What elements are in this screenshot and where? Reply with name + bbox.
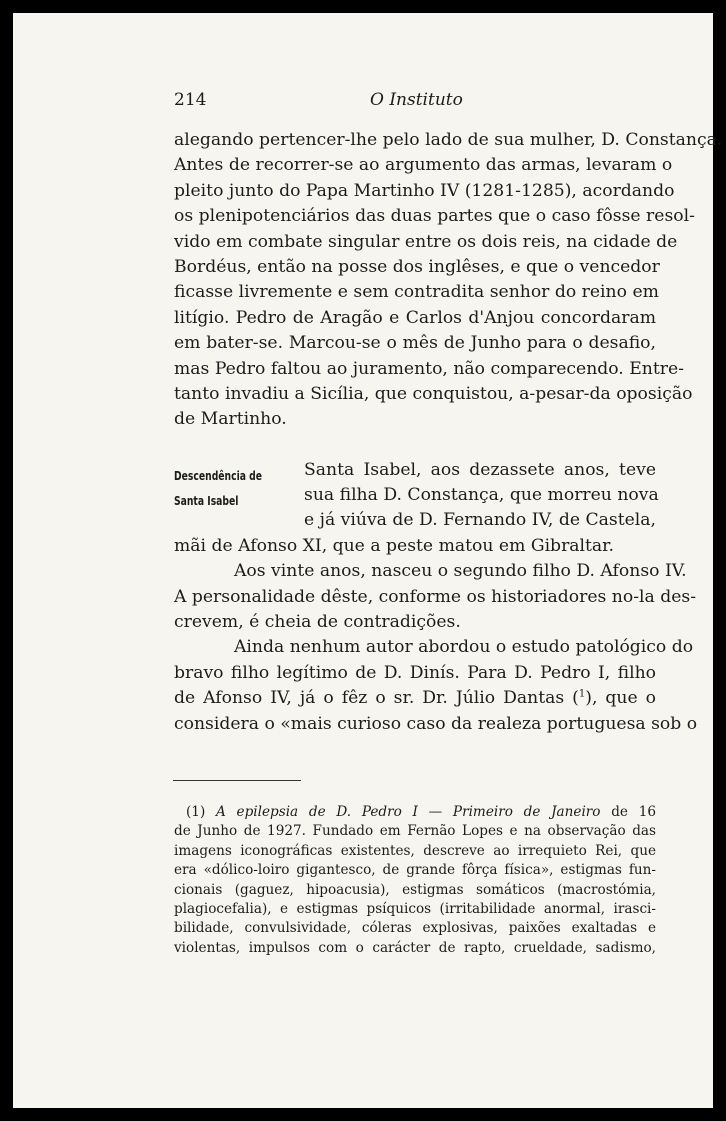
text-line: Aos vinte anos, nasceu o segundo filho D. Afonso IV.	[234, 561, 687, 582]
text-fragment: de 16	[611, 804, 656, 820]
margin-note	[174, 463, 277, 514]
main-text	[174, 128, 723, 737]
text-line: Antes de recorrer-se ao argumento das armas, levaram o	[174, 155, 673, 176]
text-line: e já viúva de D. Fernando IV, de Castela,	[304, 510, 656, 531]
footnote-line: era «dólico-loiro gigantesco, de grande fôrça física», estigmas fun-	[174, 862, 656, 879]
text-line	[174, 686, 656, 711]
text-fragment: ), que o	[585, 688, 657, 709]
text-line: Santa Isabel, aos dezassete anos, teve	[304, 459, 656, 480]
text-line: os plenipotenciários das duas partes que o caso fôsse resol-	[174, 206, 695, 227]
text-line: pleito junto do Papa Martinho IV (1281-1285), acordando	[174, 180, 675, 201]
footnote-line: plagiocefalia), e estigmas psíquicos (irritabilidade anormal, irasci-	[174, 900, 656, 917]
text-line: em bater-se. Marcou-se o mês de Junho para o desafio,	[174, 333, 656, 354]
footnote-divider	[173, 780, 301, 781]
text-line: mas Pedro faltou ao juramento, não comparecendo. Entre-	[174, 358, 684, 379]
paragraph-1	[174, 128, 723, 433]
footnote-marker: (1)	[186, 804, 206, 820]
text-line: de Martinho.	[174, 409, 287, 430]
text-line: ficasse livremente e sem contradita senhor do reino em	[174, 282, 659, 303]
text-fragment: de Afonso IV, já o fêz o sr. Dr. Júlio Dantas (	[174, 688, 579, 709]
margin-note-line: Santa Isabel	[174, 493, 239, 509]
footnote-line: violentas, impulsos com o carácter de rapto, crueldade, sadismo,	[174, 939, 656, 956]
footnote-reference[interactable]: 1	[578, 688, 586, 700]
text-line: considera o «mais curioso caso da realeza portuguesa sob o	[174, 713, 698, 734]
page-header	[174, 90, 656, 116]
text-line: Bordéus, então na posse dos inglêses, e que o vencedor	[174, 256, 660, 277]
page-number: 214	[174, 90, 207, 110]
paragraph-4	[174, 635, 698, 737]
text-line: Ainda nenhum autor abordou o estudo patológico do	[234, 637, 694, 658]
text-line: vido em combate singular entre os dois reis, na cidade de	[174, 231, 678, 252]
footnote-line: de Junho de 1927. Fundado em Fernão Lopes e na observação das	[174, 823, 656, 840]
text-line: alegando pertencer-lhe pelo lado de sua mulher, D. Constança.	[174, 130, 723, 150]
text-line: crevem, é cheia de contradições.	[174, 612, 461, 633]
running-title: O Instituto	[370, 90, 463, 110]
footnote-line: bilidade, convulsividade, cóleras explosivas, paixões exaltadas e	[174, 920, 656, 937]
text-line: mãi de Afonso XI, que a peste matou em Gibraltar.	[174, 535, 614, 556]
text-line: sua filha D. Constança, que morreu nova	[304, 485, 659, 506]
paragraph-3	[174, 559, 697, 635]
section-descendencia	[174, 458, 659, 560]
footnote	[174, 803, 656, 958]
text-line: tanto invadiu a Sicília, que conquistou, a-pesar-da oposição	[174, 383, 693, 404]
footnote-citation: A epilepsia de D. Pedro I — Primeiro de Janeiro	[216, 804, 601, 820]
text-line: bravo filho legítimo de D. Dinís. Para D. Pedro I, filho	[174, 662, 656, 683]
text-line: litígio. Pedro de Aragão e Carlos d'Anjou concordaram	[174, 307, 656, 328]
footnote-line: cionais (gaguez, hipoacusia), estigmas somáticos (macrostómia,	[174, 881, 656, 898]
footnote-line	[174, 803, 656, 822]
book-page	[13, 13, 723, 1108]
paragraph-gap	[174, 433, 656, 458]
footnote-line: imagens iconográficas existentes, descreve ao irrequieto Rei, que	[174, 842, 656, 859]
text-line: A personalidade dêste, conforme os historiadores no-la des-	[174, 586, 697, 607]
margin-note-line: Descendência de	[174, 467, 263, 483]
